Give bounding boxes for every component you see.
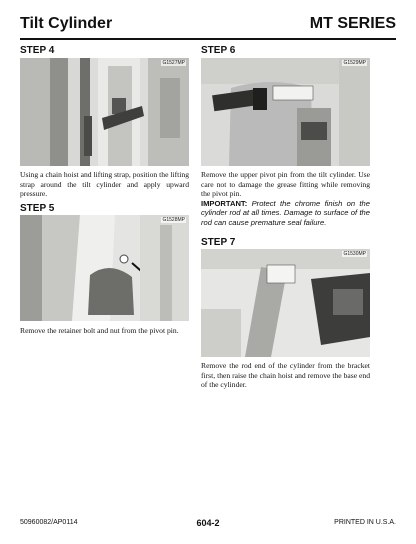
- step-5-text: Remove the retainer bolt and nut from the pivot pin.: [20, 326, 179, 335]
- step-4-photo-code: G1527MP: [162, 60, 185, 66]
- page-number: 604-2: [196, 518, 220, 528]
- page-header: [20, 15, 396, 37]
- step-6-text: Remove the upper pivot pin from the tilt cylinder. Use care not to damage the grease fitting while removing the pivot pin.: [201, 170, 370, 199]
- step-4-photo: [20, 58, 189, 166]
- important-text: Protect the chrome finish on the cylinder rod at all times. Damage to surface of the rod can cause premature seal failure.: [201, 199, 370, 227]
- step-7-heading: STEP 7: [201, 237, 236, 248]
- step-4-text: Using a chain hoist and lifting strap, position the lifting strap around the tilt cylinder and apply upward pressure.: [20, 170, 189, 199]
- step-4-heading: STEP 4: [20, 45, 55, 56]
- doc-number: 50960082/AP0114: [20, 519, 78, 526]
- header-divider: [20, 38, 396, 40]
- step-5-photo: [20, 215, 189, 321]
- page-title: Tilt Cylinder: [20, 15, 113, 32]
- step-5-heading: STEP 5: [20, 203, 55, 214]
- step-6-photo-code: G1529MP: [343, 60, 366, 66]
- series-label: MT SERIES: [309, 15, 396, 32]
- step-7-text: Remove the rod end of the cylinder from the bracket first, then raise the chain hoist and remove the base end of the cylinder.: [201, 361, 370, 390]
- printed-label: PRINTED IN U.S.A.: [334, 519, 396, 526]
- step-6-heading: STEP 6: [201, 45, 236, 56]
- step-5-photo-code: G1528MP: [162, 217, 185, 223]
- step-6-important: [201, 199, 370, 227]
- step-7-photo-code: G1530MP: [343, 251, 366, 257]
- step-6-photo: [201, 58, 370, 166]
- important-label: IMPORTANT:: [201, 199, 248, 208]
- step-7-photo: [201, 249, 370, 357]
